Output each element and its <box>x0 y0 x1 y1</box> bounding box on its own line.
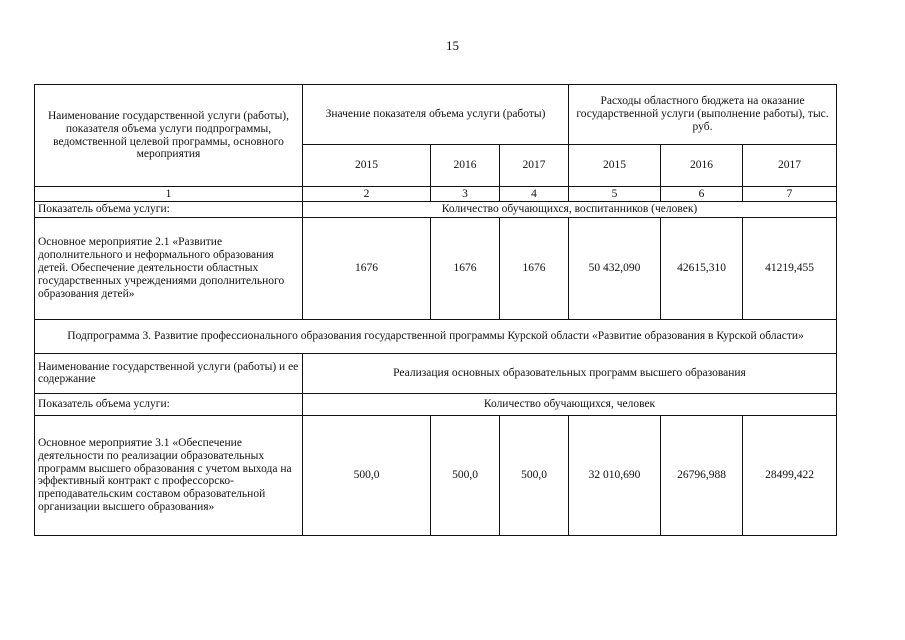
column-number: 1 <box>35 187 303 202</box>
measure-value: 1676 <box>431 217 500 319</box>
column-number: 7 <box>743 187 837 202</box>
measure-value: 32 010,690 <box>569 415 661 535</box>
measure-row <box>35 217 837 319</box>
measure-value: 42615,310 <box>661 217 743 319</box>
measure-value: 41219,455 <box>743 217 837 319</box>
indicator-row <box>35 202 837 218</box>
column-number: 3 <box>431 187 500 202</box>
measure-value: 500,0 <box>431 415 500 535</box>
header-year-cell: 2017 <box>743 145 837 187</box>
subprogram-row <box>35 319 837 353</box>
service-name-row <box>35 353 837 393</box>
measure-value: 500,0 <box>303 415 431 535</box>
measure-value: 50 432,090 <box>569 217 661 319</box>
subprogram-title: Подпрограмма 3. Развитие профессионального образования государственной программы Курской области «Развитие образования в Курской области» <box>35 319 837 353</box>
indicator-value: Количество обучающихся, воспитанников (человек) <box>303 202 837 218</box>
header-volume-cell: Значение показателя объема услуги (работы) <box>303 85 569 145</box>
measure-name: Основное мероприятие 3.1 «Обеспечение деятельности по реализации образовательных программ высшего образования с учетом выхода на эффективный контракт с профессорско-преподавательским составом образовательной организации высшего образования» <box>35 415 303 535</box>
measure-value: 26796,988 <box>661 415 743 535</box>
page-number: 15 <box>446 38 459 53</box>
column-number: 4 <box>500 187 569 202</box>
column-number: 6 <box>661 187 743 202</box>
column-number-row <box>35 187 837 202</box>
service-name-label: Наименование государственной услуги (работы) и ее содержание <box>35 353 303 393</box>
measure-value: 1676 <box>303 217 431 319</box>
measure-value: 28499,422 <box>743 415 837 535</box>
header-year-cell: 2016 <box>661 145 743 187</box>
measure-value: 500,0 <box>500 415 569 535</box>
indicator-label: Показатель объема услуги: <box>35 202 303 218</box>
column-number: 2 <box>303 187 431 202</box>
indicator-value: Количество обучающихся, человек <box>303 393 837 415</box>
indicator-label: Показатель объема услуги: <box>35 393 303 415</box>
budget-table <box>34 84 837 536</box>
header-expenses-cell: Расходы областного бюджета на оказание государственной услуги (выполнение работы), тыс. руб. <box>569 85 837 145</box>
measure-row <box>35 415 837 535</box>
header-name-cell: Наименование государственной услуги (работы), показателя объема услуги подпрограммы, ведомственной целевой программы, основного мероприятия <box>35 85 303 187</box>
indicator-row <box>35 393 837 415</box>
header-year-cell: 2017 <box>500 145 569 187</box>
measure-name: Основное мероприятие 2.1 «Развитие дополнительного и неформального образования детей. Обеспечение деятельности областных государственных учреждениями дополнительного образования детей» <box>35 217 303 319</box>
measure-value: 1676 <box>500 217 569 319</box>
header-year-cell: 2015 <box>303 145 431 187</box>
header-row-top <box>35 85 837 145</box>
header-year-cell: 2016 <box>431 145 500 187</box>
service-name-value: Реализация основных образовательных программ высшего образования <box>303 353 837 393</box>
column-number: 5 <box>569 187 661 202</box>
header-year-cell: 2015 <box>569 145 661 187</box>
